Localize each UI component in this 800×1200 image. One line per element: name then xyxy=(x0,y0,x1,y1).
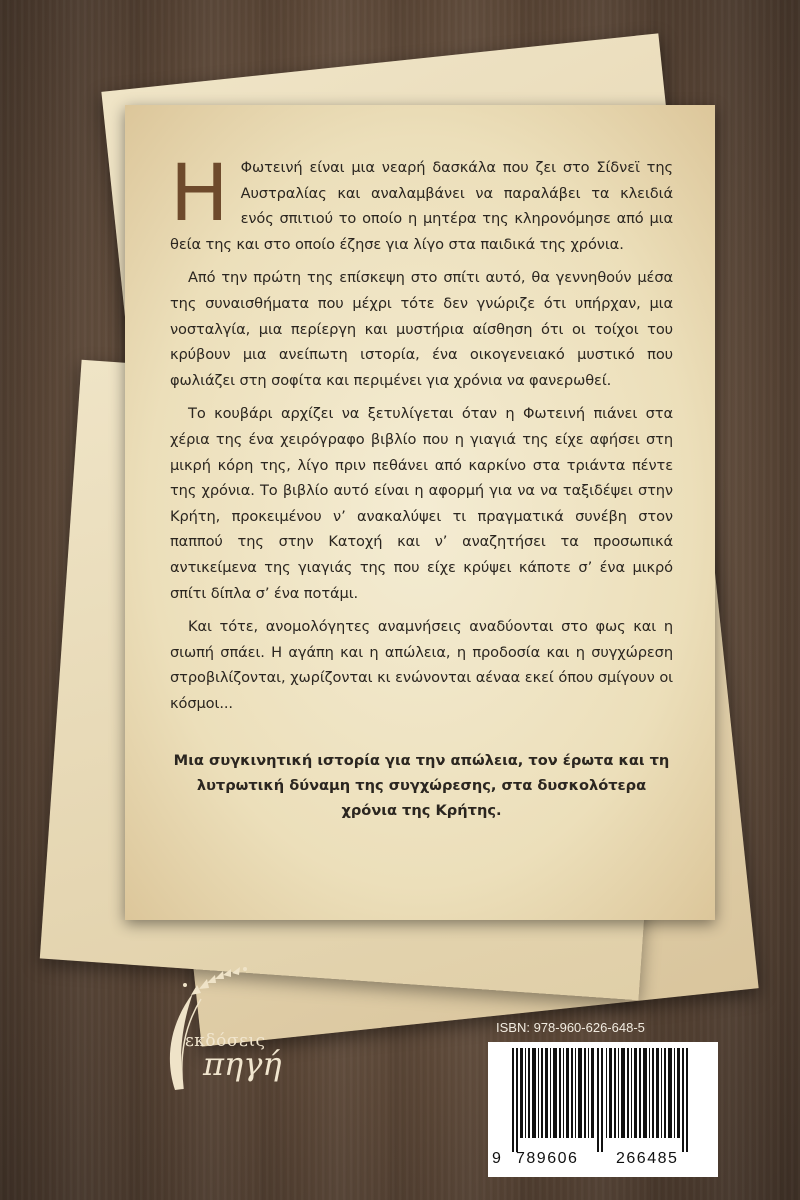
paragraph-1-text: Φωτεινή είναι μια νεαρή δασκάλα που ζει στο Σίδνεϊ της Αυστραλίας και αναλαμβάνει να παραλάβει τα κλειδιά ενός σπιτιού το οποίο η μητέρα της κληρονόμησε από μια θεία της και στο οποίο έζησε για λίγο στα παιδικά της χρόνια. xyxy=(170,159,673,253)
publisher-logo xyxy=(145,955,345,1095)
blurb-paragraph-2: Από την πρώτη της επίσκεψη στο σπίτι αυτό, θα γεννηθούν μέσα της συναισθήματα που μέχρι τότε δεν γνώριζε ότι υπήρχαν, μια νοσταλγία, μια περίεργη και μυστήρια αίσθηση ότι οι τοίχοι του κρύβουν μια ανείπωτη ιστορία, ένα οικογενειακό μυστικό που φωλιάζει στη σοφίτα και περιμένει για χρόνια να φανερωθεί. xyxy=(170,269,673,389)
blurb-paragraph-1 xyxy=(170,149,673,257)
barcode xyxy=(488,1042,718,1177)
blurb-paper xyxy=(125,105,715,920)
tagline: Μια συγκινητική ιστορία για την απώλεια, τον έρωτα και τη λυτρωτική δύναμη της συγχώρεσης, στα δυσκολότερα χρόνια της Κρήτης. xyxy=(173,752,670,820)
isbn-label: ISBN: 978-960-626-648-5 xyxy=(496,1020,645,1035)
barcode-digits-left: 789606 xyxy=(516,1150,579,1167)
drop-cap: Η xyxy=(170,149,229,239)
barcode-bars xyxy=(496,1048,710,1152)
barcode-digits-right: 266485 xyxy=(616,1150,679,1167)
barcode-digits xyxy=(488,1146,718,1176)
blurb-paragraph-4: Και τότε, ανομολόγητες αναμνήσεις αναδύονται στο φως και η σιωπή σπάει. Η αγάπη και η απώλεια, η προδοσία και η συγχώρεση στροβιλίζονται, χωρίζονται κι ενώνονται αέναα εκεί όπου σμίγουν οι κόσμοι... xyxy=(170,618,673,712)
publisher-name-line1: εκδόσεις xyxy=(185,1031,266,1051)
blurb-paragraph-3: Το κουβάρι αρχίζει να ξετυλίγεται όταν η Φωτεινή πιάνει στα χέρια της ένα χειρόγραφο βιβλίο που η γιαγιά της είχε αφήσει στη μικρή κόρη της, λίγο πριν πεθάνει από καρκίνο στα τριάντα πέντε της χρόνια. Το βιβλίο αυτό είναι η αφορμή για να να ταξιδέψει στην Κρήτη, προκειμένου ν’ ανακαλύψει τι πραγματικά συνέβη στον παππού της στην Κατοχή και ν’ αναζητήσει τα προσωπικά αντικείμενα της γιαγιάς της που είχε κρύψει κάποτε σ’ ένα μικρό σπίτι δίπλα σ’ ένα ποτάμι. xyxy=(170,405,673,602)
publisher-name-line2: πηγή xyxy=(203,1045,282,1083)
barcode-digit-first: 9 xyxy=(492,1150,501,1167)
